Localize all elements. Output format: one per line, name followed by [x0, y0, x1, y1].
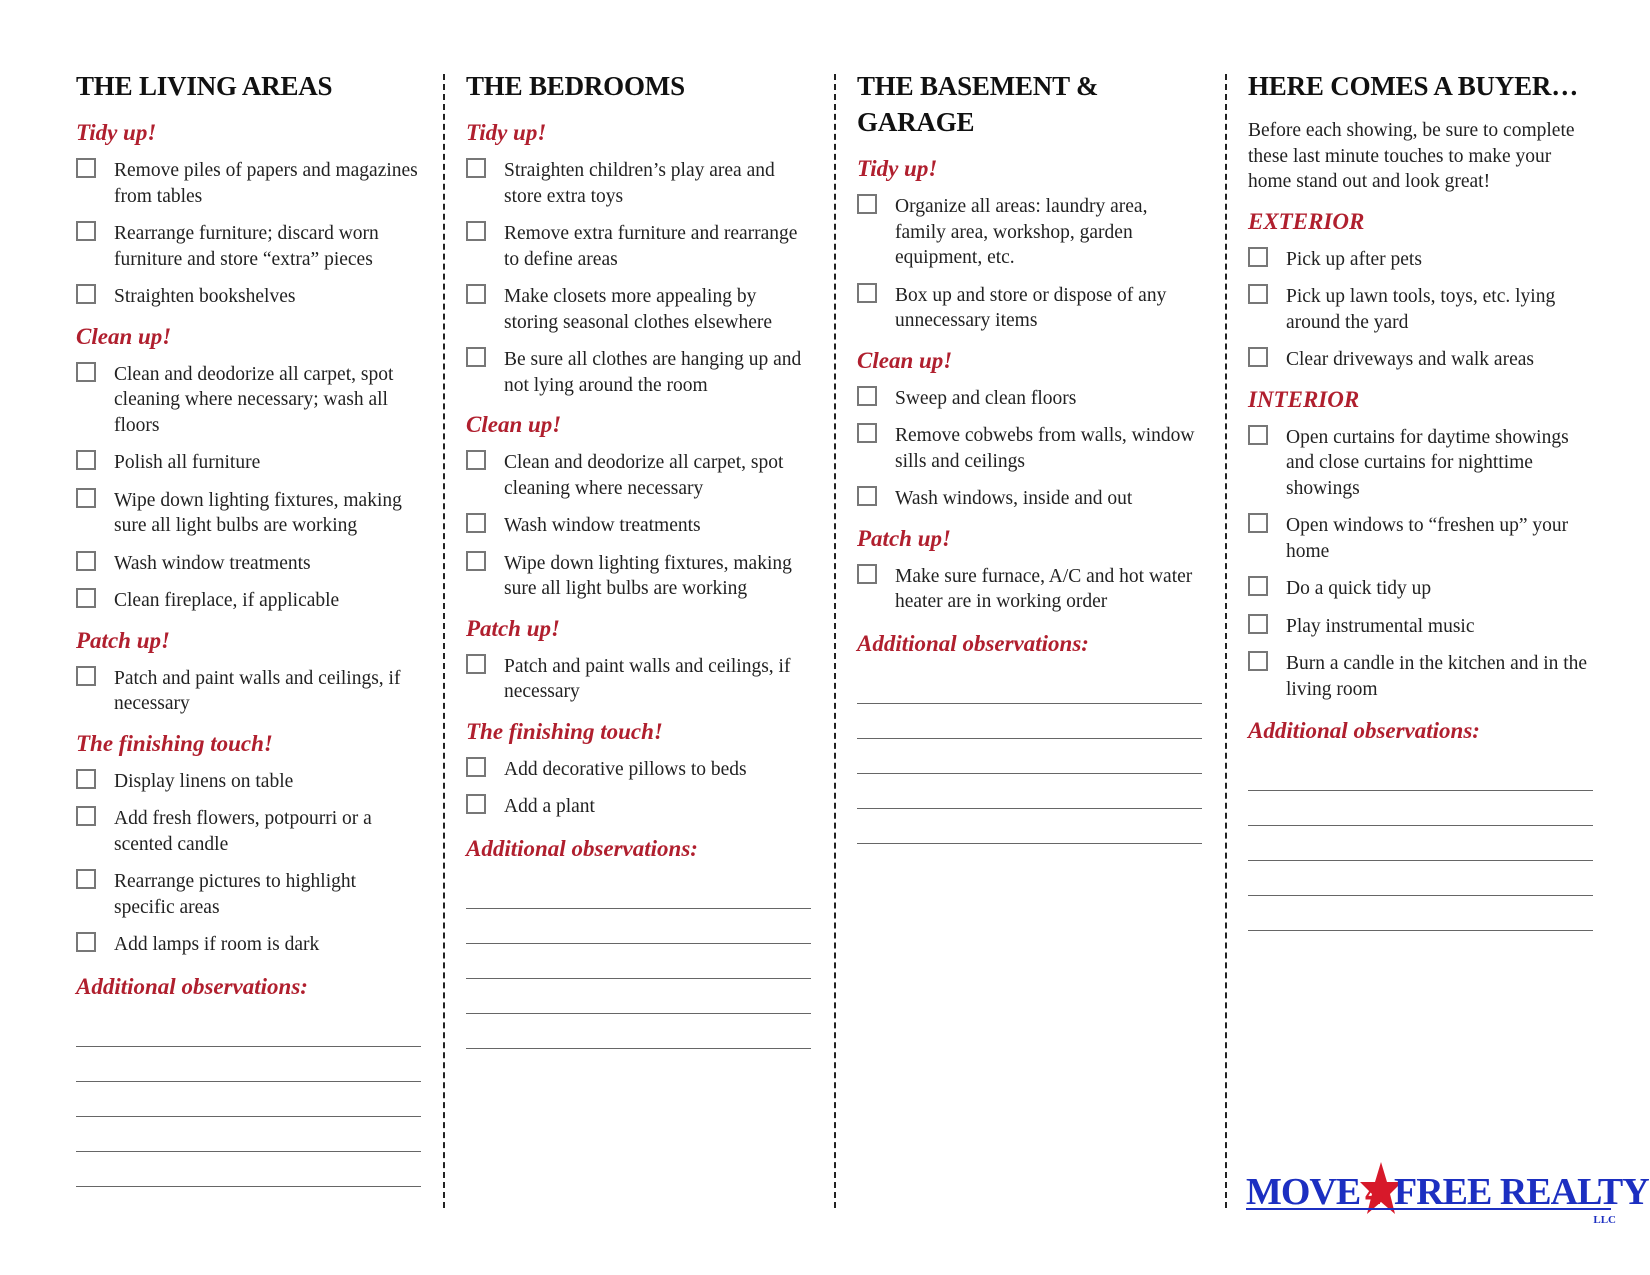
section-heading-the-finishing-touch: The finishing touch! [466, 718, 663, 744]
checkbox[interactable] [466, 654, 486, 674]
checklist-item-label: Play instrumental music [1286, 615, 1475, 637]
checkbox[interactable] [466, 757, 486, 777]
column-title: THE BEDROOMS [466, 71, 685, 101]
checkbox[interactable] [466, 450, 486, 470]
write-in-line[interactable] [466, 909, 811, 944]
section-heading-tidy-up: Tidy up! [466, 120, 547, 145]
checklist-item [76, 450, 421, 476]
checkbox[interactable] [857, 194, 877, 214]
checkbox[interactable] [76, 551, 96, 571]
checkbox[interactable] [857, 564, 877, 584]
logo-underline [1246, 1208, 1611, 1210]
logo-text-free-realty: FREE REALTY [1394, 1171, 1649, 1213]
checklist-item-label: Clean and deodorize all carpet, spot cleaning where necessary [504, 452, 784, 499]
write-in-line[interactable] [466, 1014, 811, 1049]
checklist-item [1248, 247, 1593, 273]
checkbox[interactable] [76, 158, 96, 178]
section-heading-exterior: EXTERIOR [1248, 208, 1365, 234]
checklist-item [76, 221, 421, 272]
checkbox[interactable] [76, 362, 96, 382]
checklist-item [1248, 347, 1593, 373]
checklist-item [76, 284, 421, 310]
checklist-item-label: Add lamps if room is dark [114, 934, 320, 955]
checklist-item [76, 666, 421, 717]
write-in-line[interactable] [1248, 764, 1593, 791]
checklist-item-label: Box up and store or dispose of any unnecessary items [895, 284, 1167, 331]
write-in-line[interactable] [76, 1047, 421, 1082]
checkbox[interactable] [466, 284, 486, 304]
write-in-line[interactable] [76, 1020, 421, 1047]
checklist-item-label: Rearrange pictures to highlight specific areas [114, 871, 357, 918]
checklist-item-label: Display linens on table [114, 770, 294, 792]
checkbox[interactable] [1248, 513, 1268, 533]
checklist-item-label: Pick up after pets [1286, 248, 1422, 270]
checklist-item-label: Be sure all clothes are hanging up and not lying around the room [504, 349, 802, 396]
checklist-item [1248, 614, 1593, 640]
checkbox[interactable] [857, 283, 877, 303]
section-heading-the-finishing-touch: The finishing touch! [76, 730, 273, 756]
checkbox[interactable] [1248, 614, 1268, 634]
checkbox[interactable] [76, 588, 96, 608]
checklist-item [857, 486, 1202, 512]
checkbox[interactable] [76, 666, 96, 686]
additional-observations-heading: Additional observations: [857, 630, 1089, 656]
checkbox[interactable] [857, 386, 877, 406]
checklist-item-label: Patch and paint walls and ceilings, if necessary [114, 667, 401, 714]
checkbox[interactable] [1248, 347, 1268, 367]
write-in-line[interactable] [76, 1082, 421, 1117]
checklist-item-label: Make sure furnace, A/C and hot water heater are in working order [895, 565, 1193, 612]
checklist-item-label: Open windows to “freshen up” your home [1286, 515, 1569, 562]
checklist-item [1248, 284, 1593, 335]
write-in-line[interactable] [466, 944, 811, 979]
checklist-item [76, 551, 421, 577]
company-logo [1246, 1170, 1649, 1230]
column-title: HERE COMES A BUYER… [1248, 71, 1579, 101]
checklist-item-label: Clear driveways and walk areas [1286, 349, 1534, 370]
checkbox[interactable] [76, 488, 96, 508]
checklist-item [857, 194, 1202, 271]
checklist-item [76, 932, 421, 958]
checklist-item-label: Do a quick tidy up [1286, 578, 1432, 599]
checkbox[interactable] [1248, 651, 1268, 671]
write-in-line[interactable] [857, 677, 1202, 704]
checklist-item-label: Wipe down lighting fixtures, making sure all light bulbs are working [504, 552, 792, 599]
checkbox[interactable] [76, 932, 96, 952]
checklist-item [76, 769, 421, 795]
section-heading-patch-up: Patch up! [76, 627, 170, 653]
checkbox[interactable] [76, 450, 96, 470]
section-heading-tidy-up: Tidy up! [76, 120, 157, 145]
column-divider-1 [443, 74, 445, 1208]
checkbox[interactable] [466, 347, 486, 367]
column-bedrooms [466, 68, 811, 1049]
checklist-item [857, 423, 1202, 474]
checklist-item-label: Sweep and clean floors [895, 387, 1077, 409]
checklist-item-label: Open curtains for daytime showings and close curtains for nighttime showings [1286, 426, 1569, 499]
column-divider-2 [834, 74, 836, 1208]
checklist-item [466, 158, 811, 209]
checklist-item-label: Wash window treatments [504, 515, 701, 536]
checklist-item [857, 564, 1202, 615]
checklist-item [76, 158, 421, 209]
column-here-comes-a-buyer [1248, 68, 1593, 931]
checkbox[interactable] [76, 284, 96, 304]
checkbox[interactable] [857, 486, 877, 506]
checklist-item [1248, 651, 1593, 702]
checklist-item-label: Burn a candle in the kitchen and in the living room [1286, 653, 1588, 700]
section-heading-interior: INTERIOR [1248, 386, 1360, 412]
write-in-line[interactable] [857, 739, 1202, 774]
checklist-item-label: Organize all areas: laundry area, family area, workshop, garden equipment, etc. [895, 196, 1148, 268]
logo-llc: LLC [1593, 1214, 1616, 1226]
observation-lines [857, 677, 1202, 844]
checklist-item [466, 654, 811, 705]
checkbox[interactable] [466, 513, 486, 533]
checklist-item-label: Add fresh flowers, potpourri or a scented candle [114, 808, 372, 855]
checklist-item [466, 513, 811, 539]
checklist-item-label: Wipe down lighting fixtures, making sure all light bulbs are working [114, 489, 402, 536]
checklist-item [466, 551, 811, 602]
checkbox[interactable] [466, 794, 486, 814]
checklist-item-label: Polish all furniture [114, 452, 261, 473]
checkbox[interactable] [466, 551, 486, 571]
checklist-item-label: Wash windows, inside and out [895, 488, 1133, 509]
checklist-item-label: Straighten children’s play area and store extra toys [504, 160, 775, 207]
write-in-line[interactable] [1248, 861, 1593, 896]
additional-observations-heading: Additional observations: [76, 973, 308, 999]
write-in-line[interactable] [1248, 896, 1593, 931]
checkbox[interactable] [1248, 425, 1268, 445]
checklist-item [1248, 425, 1593, 502]
intro-text: Before each showing, be sure to complete these last minute touches to make your home stand out and look great! [1248, 120, 1575, 192]
checkbox[interactable] [76, 769, 96, 789]
write-in-line[interactable] [1248, 826, 1593, 861]
checklist-item [1248, 513, 1593, 564]
column-title: THE LIVING AREAS [76, 71, 333, 101]
section-heading-clean-up: Clean up! [466, 412, 562, 437]
checklist-item-label: Remove piles of papers and magazines from tables [114, 160, 418, 207]
checkbox[interactable] [1248, 284, 1268, 304]
column-basement-garage [857, 68, 1202, 844]
checklist-item [76, 588, 421, 614]
checklist-item-label: Remove cobwebs from walls, window sills and ceilings [895, 425, 1195, 472]
checklist-item-label: Clean fireplace, if applicable [114, 590, 340, 611]
checklist-item-label: Clean and deodorize all carpet, spot cleaning where necessary; wash all floors [114, 363, 394, 436]
section-heading-clean-up: Clean up! [76, 323, 172, 349]
additional-observations-heading: Additional observations: [466, 835, 698, 861]
observation-lines [466, 882, 811, 1049]
checkbox[interactable] [76, 806, 96, 826]
checklist-item [466, 757, 811, 783]
checklist-item [466, 284, 811, 335]
logo-number: 4 [1365, 1172, 1382, 1212]
checklist-item [857, 283, 1202, 334]
checklist-item [76, 806, 421, 857]
section-heading-patch-up: Patch up! [466, 615, 560, 641]
observation-lines [1248, 764, 1593, 931]
checklist-item-label: Rearrange furniture; discard worn furniture and store “extra” pieces [114, 223, 379, 270]
write-in-line[interactable] [857, 774, 1202, 809]
write-in-line[interactable] [466, 979, 811, 1014]
section-heading-clean-up: Clean up! [857, 347, 953, 373]
section-heading-patch-up: Patch up! [857, 525, 951, 551]
column-title: THE BASEMENT & GARAGE [857, 71, 1099, 137]
checkbox[interactable] [1248, 576, 1268, 596]
write-in-line[interactable] [76, 1117, 421, 1152]
checklist-item-label: Pick up lawn tools, toys, etc. lying around the yard [1286, 286, 1556, 333]
checklist-item [466, 347, 811, 398]
checkbox[interactable] [857, 423, 877, 443]
write-in-line[interactable] [466, 882, 811, 909]
checklist-item [466, 450, 811, 501]
checkbox[interactable] [76, 221, 96, 241]
checkbox[interactable] [1248, 247, 1268, 267]
checklist-item-label: Patch and paint walls and ceilings, if necessary [504, 655, 791, 702]
checklist-item [76, 869, 421, 920]
checklist-item-label: Wash window treatments [114, 552, 311, 574]
write-in-line[interactable] [857, 704, 1202, 739]
checklist-item [466, 221, 811, 272]
checklist-item-label: Add a plant [504, 796, 595, 817]
checklist-item-label: Straighten bookshelves [114, 286, 296, 307]
checkbox[interactable] [466, 221, 486, 241]
checklist-item [857, 386, 1202, 412]
column-living-areas [76, 68, 421, 1187]
write-in-line[interactable] [1248, 791, 1593, 826]
additional-observations-heading: Additional observations: [1248, 718, 1480, 743]
checkbox[interactable] [76, 869, 96, 889]
checklist-item-label: Make closets more appealing by storing seasonal clothes elsewhere [504, 286, 773, 333]
observation-lines [76, 1020, 421, 1187]
checklist-item [466, 794, 811, 820]
write-in-line[interactable] [76, 1152, 421, 1187]
checkbox[interactable] [466, 158, 486, 178]
write-in-line[interactable] [857, 809, 1202, 844]
checklist-item-label: Add decorative pillows to beds [504, 758, 747, 780]
column-divider-3 [1225, 74, 1227, 1208]
checklist-item [1248, 576, 1593, 602]
checklist-item [76, 362, 421, 439]
checklist-item-label: Remove extra furniture and rearrange to define areas [504, 223, 798, 270]
checklist-item [76, 488, 421, 539]
section-heading-tidy-up: Tidy up! [857, 156, 938, 181]
logo-text-move: MOVE [1246, 1171, 1361, 1213]
